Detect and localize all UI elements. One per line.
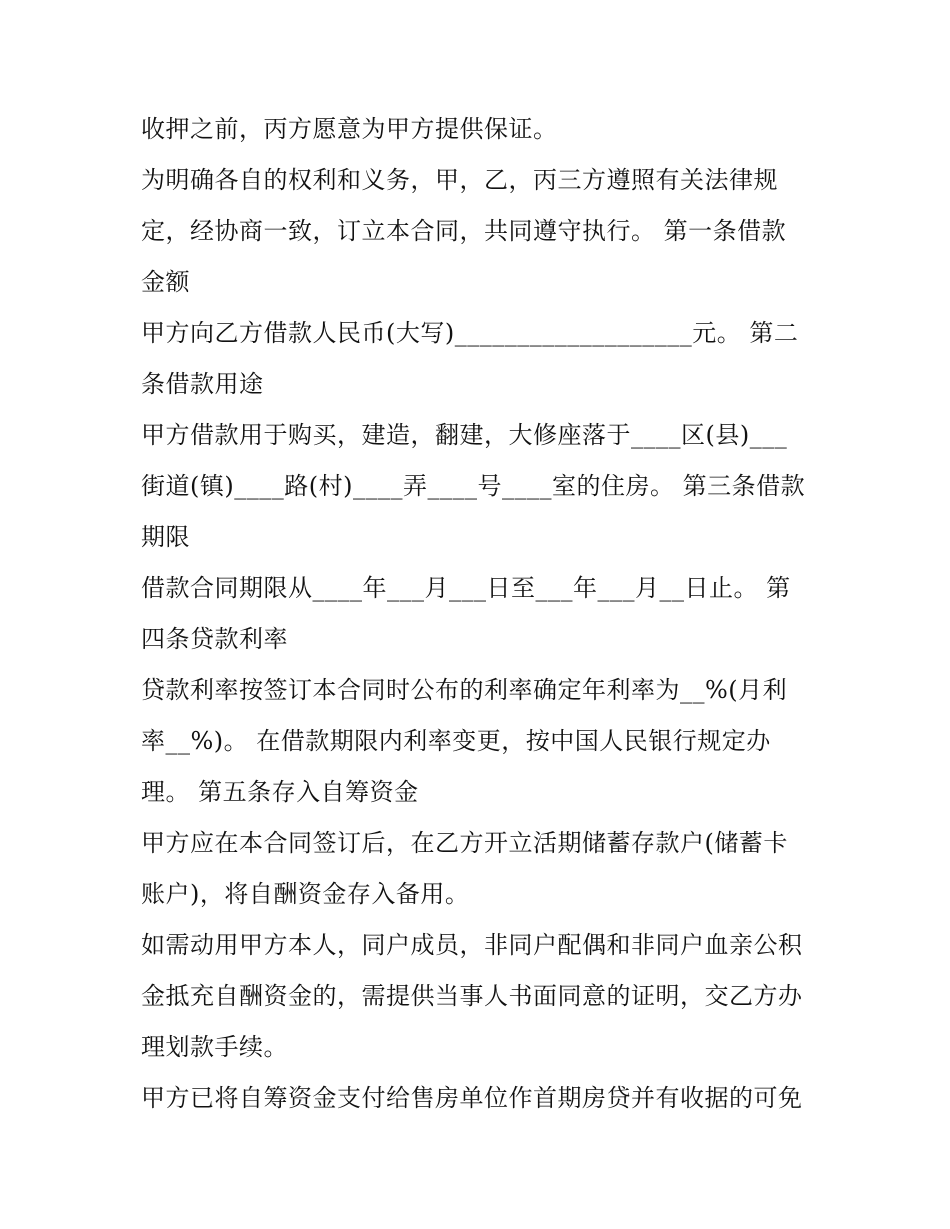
text-line: 为明确各自的权利和义务，甲，乙，丙三方遵照有关法律规 [141,166,778,194]
text-line: 甲方已将自筹资金支付给售房单位作首期房贷并有收据的可免 [141,1084,803,1112]
text-line: 街道(镇)____路(村)____弄____号____室的住房。 第三条借款 [141,472,806,500]
text-line: 金抵充自酬资金的，需提供当事人书面同意的证明，交乙方办 [141,982,803,1010]
text-line: 理划款手续。 [141,1033,288,1061]
text-line: 收押之前，丙方愿意为甲方提供保证。 [141,115,558,143]
text-line: 金额 [141,268,190,296]
text-line: 贷款利率按签订本合同时公布的利率确定年利率为__%(月利 [141,676,788,704]
text-line: 期限 [141,523,190,551]
text-line: 甲方应在本合同签订后，在乙方开立活期储蓄存款户(储蓄卡 [141,829,788,857]
text-line: 率__%)。 在借款期限内利率变更，按中国人民银行规定办 [141,727,771,755]
text-line: 借款合同期限从____年___月___日至___年___月__日止。 第 [141,574,791,602]
text-line: 条借款用途 [141,370,264,398]
text-line: 甲方向乙方借款人民币(大写)___________________元。 第二 [141,319,799,347]
text-line: 定，经协商一致，订立本合同，共同遵守执行。 第一条借款 [141,217,787,245]
text-line: 理。 第五条存入自筹资金 [141,778,419,806]
text-line: 账户)，将自酬资金存入备用。 [141,880,470,908]
text-line: 甲方借款用于购买，建造，翻建，大修座落于____区(县)___ [141,421,788,449]
text-line: 四条贷款利率 [141,625,288,653]
text-line: 如需动用甲方本人，同户成员，非同户配偶和非同户血亲公积 [141,931,803,959]
